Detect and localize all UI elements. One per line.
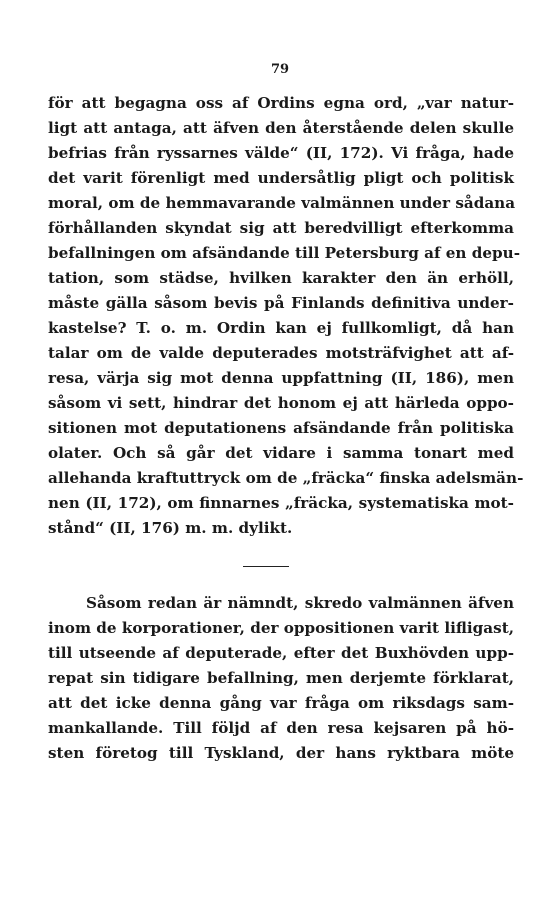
text-line: befallningen om afsändande till Petersburg af en depu- — [48, 244, 521, 262]
text-line: resa, värja sig mot denna uppfattning (II, 186), men — [48, 369, 514, 387]
text-line: måste gälla såsom bevis på Finlands definitiva under- — [48, 294, 514, 312]
text-line: förhållanden skyndat sig att beredvilligt efterkomma — [48, 219, 514, 237]
text-line: Såsom redan är nämndt, skredo valmännen äfven — [86, 594, 514, 612]
text-line: ligt att antaga, att äfven den återstående delen skulle — [48, 119, 514, 137]
paragraph-2 — [48, 591, 514, 766]
text-line: till utseende af deputerade, efter det Buxhövden upp- — [48, 644, 514, 662]
text-line: sten företog till Tyskland, der hans ryktbara möte — [48, 744, 514, 762]
text-line: moral, om de hemmavarande valmännen under sådana — [48, 194, 516, 212]
text-line: kastelse? T. o. m. Ordin kan ej fullkomligt, då han — [48, 319, 514, 337]
text-line: inom de korporationer, der oppositionen varit lifligast, — [48, 619, 514, 637]
paragraph-1 — [48, 91, 524, 541]
text-line: det varit förenligt med undersåtlig pligt och politisk — [48, 169, 514, 187]
text-line: sitionen mot deputationens afsändande från politiska — [48, 419, 514, 437]
text-line: repat sin tidigare befallning, men derjemte förklarat, — [48, 669, 514, 687]
text-line: befrias från ryssarnes välde“ (II, 172). Vi fråga, hade — [48, 144, 514, 162]
section-separator — [243, 566, 289, 567]
page-number: 79 — [270, 62, 290, 77]
text-line: att det icke denna gång var fråga om riksdags sam- — [48, 694, 514, 712]
text-line: för att begagna oss af Ordins egna ord, „var natur- — [48, 94, 514, 112]
text-line: stånd“ (II, 176) m. m. dylikt. — [48, 519, 293, 537]
text-line: talar om de valde deputerades motsträfvighet att af- — [48, 344, 514, 362]
text-line: tation, som städse, hvilken karakter den än erhöll, — [48, 269, 514, 287]
text-line: mankallande. Till följd af den resa kejsaren på hö- — [48, 719, 514, 737]
text-line: olater. Och så går det vidare i samma tonart med — [48, 444, 514, 462]
text-line: såsom vi sett, hindrar det honom ej att härleda oppo- — [48, 394, 514, 412]
text-line: nen (II, 172), om finnarnes „fräcka, systematiska mot- — [48, 494, 514, 512]
text-line: allehanda kraftuttryck om de „fräcka“ finska adelsmän- — [48, 469, 524, 487]
